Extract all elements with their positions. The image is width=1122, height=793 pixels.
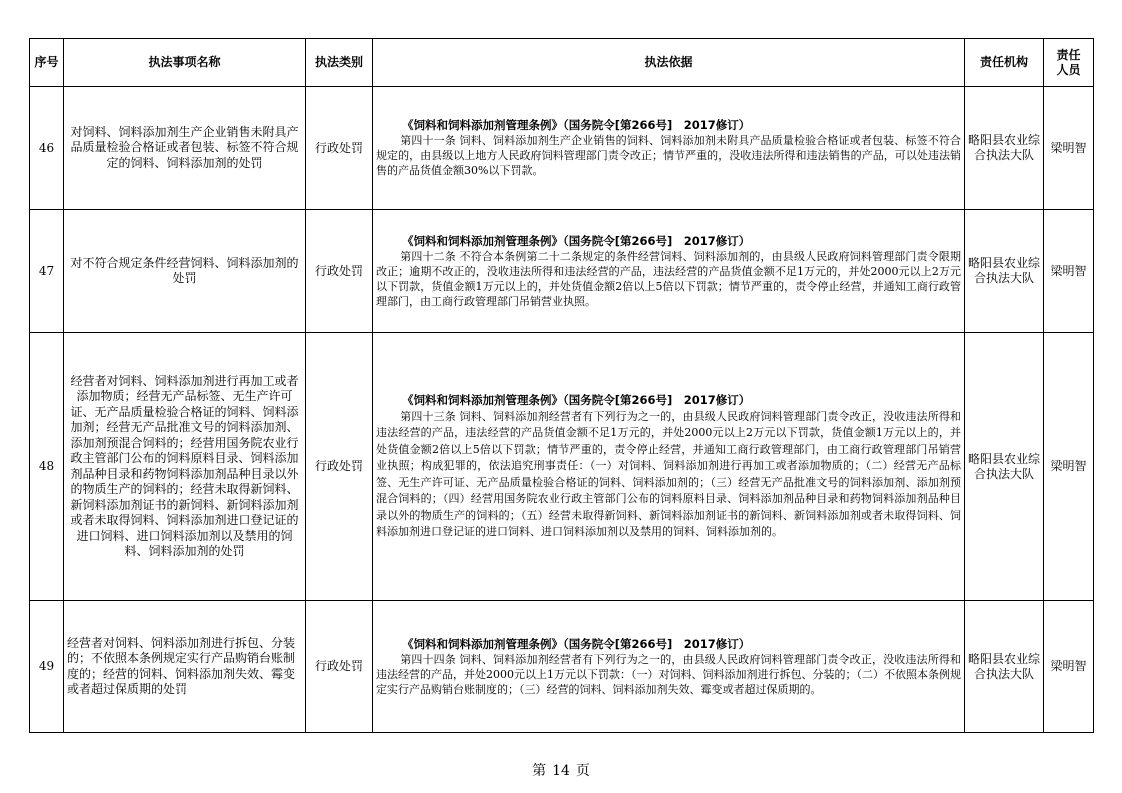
table-row (30, 601, 1094, 733)
header-item: 执法事项名称 (64, 39, 306, 87)
row-item: 经营者对饲料、饲料添加剂进行再加工或者添加物质；经营无产品标签、无生产许可证、无产品质量检验合格证的饲料、饲料添加剂；经营无产品批准文号的饲料添加剂、添加剂预混合饲料的；经营用国务院农业行政主管部门公布的饲料原料目录、饲料添加剂品种目录和药物饲料添加剂品种目录以外的物质生产的饲料的；经营未取得新饲料、新饲料添加剂证书的新饲料、新饲料添加剂或者未取得饲料、饲料添加剂进口登记证的进口饲料、进口饲料添加剂以及禁用的饲料、饲料添加剂的处罚 (64, 333, 306, 601)
row-basis (373, 87, 965, 210)
header-person: 责任人员 (1044, 39, 1094, 87)
row-person: 梁明智 (1044, 87, 1094, 210)
law-title: 《饲料和饲料添加剂管理条例》（国务院令[第266号] 2017修订） (402, 393, 751, 408)
page-number: 14 (552, 763, 570, 779)
table-header-row (30, 39, 1094, 87)
row-basis (373, 601, 965, 733)
row-category: 行政处罚 (306, 210, 373, 333)
header-no: 序号 (30, 39, 64, 87)
table-row (30, 210, 1094, 333)
row-no: 46 (30, 87, 64, 210)
row-person: 梁明智 (1044, 601, 1094, 733)
row-no: 48 (30, 333, 64, 601)
row-org: 略阳县农业综合执法大队 (965, 87, 1044, 210)
row-basis (373, 333, 965, 601)
row-person: 梁明智 (1044, 210, 1094, 333)
page-footer (0, 760, 1122, 780)
law-body: 第四十二条 不符合本条例第二十二条规定的条件经营饲料、饲料添加剂的，由县级人民政府饲料管理部门责令限期改正；逾期不改正的，没收违法所得和违法经营的产品，违法经营的产品货值金额不足1万元的，并处2000元以上2万元以下罚款，货值金额1万元以上的，并处货值金额2倍以上5倍以下罚款；情节严重的，责令停止经营，并通知工商行政管理部门，由工商行政管理部门吊销营业执照。 (376, 249, 961, 308)
header-org: 责任机构 (965, 39, 1044, 87)
row-item: 经营者对饲料、饲料添加剂进行拆包、分装的；不依照本条例规定实行产品购销台账制度的；经营的饲料、饲料添加剂失效、霉变或者超过保质期的处罚 (64, 601, 306, 733)
row-category: 行政处罚 (306, 601, 373, 733)
footer-suffix: 页 (575, 763, 590, 779)
row-no: 47 (30, 210, 64, 333)
row-org: 略阳县农业综合执法大队 (965, 210, 1044, 333)
law-body: 第四十四条 饲料、饲料添加剂经营者有下列行为之一的，由县级人民政府饲料管理部门责令改正，没收违法所得和违法经营的产品，并处2000元以上1万元以下罚款：（一）对饲料、饲料添加剂进行拆包、分装的；（二）不依照本条例规定实行产品购销台账制度的；（三）经营的饲料、饲料添加剂失效、霉变或者超过保质期的。 (376, 652, 961, 696)
header-basis: 执法依据 (373, 39, 965, 87)
row-item: 对饲料、饲料添加剂生产企业销售未附具产品质量检验合格证或者包装、标签不符合规定的饲料、饲料添加剂的处罚 (64, 87, 306, 210)
law-body: 第四十三条 饲料、饲料添加剂经营者有下列行为之一的，由县级人民政府饲料管理部门责令改正，没收违法所得和违法经营的产品，违法经营的产品货值金额不足1万元的，并处2000元以上2万元以下罚款，货值金额1万元以上的，并处货值金额2倍以上5倍以下罚款；情节严重的，责令停止经营，并通知工商行政管理部门，由工商行政管理部门吊销营业执照；构成犯罪的，依法追究刑事责任：（一）对饲料、饲料添加剂进行再加工或者添加物质的；（二）经营无产品标签、无生产许可证、无产品质量检验合格证的饲料、饲料添加剂的；（三）经营无产品批准文号的饲料添加剂、添加剂预混合饲料的；（四）经营用国务院农业行政主管部门公布的饲料原料目录、饲料添加剂品种目录和药物饲料添加剂品种目录以外的物质生产的饲料的；（五）经营未取得新饲料、新饲料添加剂证书的新饲料、新饲料添加剂或者未取得饲料、饲料添加剂进口登记证的进口饲料、进口饲料添加剂以及禁用的饲料、饲料添加剂的。 (376, 409, 961, 539)
table-row (30, 333, 1094, 601)
law-title: 《饲料和饲料添加剂管理条例》（国务院令[第266号] 2017修订） (402, 636, 751, 651)
row-org: 略阳县农业综合执法大队 (965, 601, 1044, 733)
row-no: 49 (30, 601, 64, 733)
footer-prefix: 第 (532, 763, 547, 779)
row-org: 略阳县农业综合执法大队 (965, 333, 1044, 601)
law-title: 《饲料和饲料添加剂管理条例》（国务院令[第266号] 2017修订） (402, 118, 751, 132)
row-item: 对不符合规定条件经营饲料、饲料添加剂的处罚 (64, 210, 306, 333)
row-category: 行政处罚 (306, 87, 373, 210)
row-basis (373, 210, 965, 333)
row-category: 行政处罚 (306, 333, 373, 601)
table-row (30, 87, 1094, 210)
law-body: 第四十一条 饲料、饲料添加剂生产企业销售的饲料、饲料添加剂未附具产品质量检验合格证或者包装、标签不符合规定的，由县级以上地方人民政府饲料管理部门责令改正；情节严重的，没收违法所得和违法销售的产品，可以处违法销售的产品货值金额30%以下罚款。 (376, 134, 961, 177)
law-title: 《饲料和饲料添加剂管理条例》（国务院令[第266号] 2017修订） (402, 233, 751, 248)
header-category: 执法类别 (306, 39, 373, 87)
row-person: 梁明智 (1044, 333, 1094, 601)
enforcement-table (29, 38, 1094, 733)
